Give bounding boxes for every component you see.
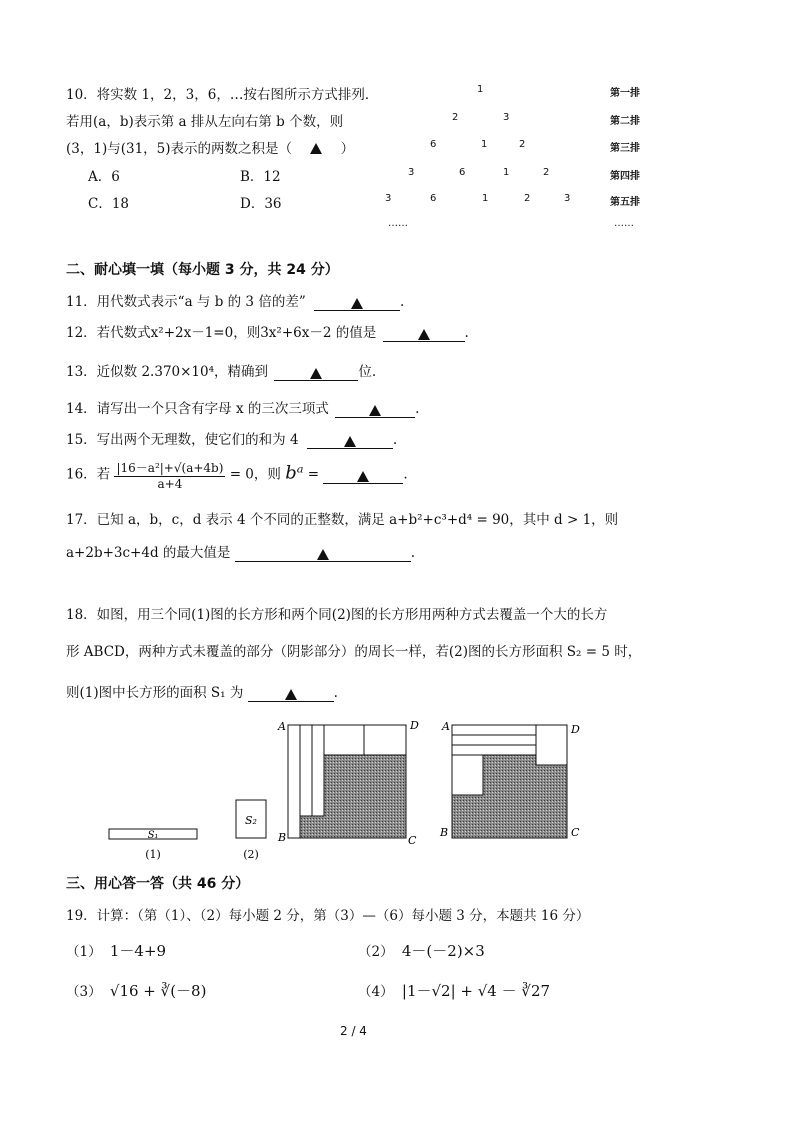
- triangle-r4-n3: 1: [503, 167, 510, 178]
- q10-close: ）: [340, 141, 355, 157]
- q19-item-1-expr: 1－4+9: [109, 942, 167, 960]
- q18-answer-blank[interactable]: [248, 687, 334, 702]
- abcd1-strip-3: [312, 725, 324, 816]
- q11-answer-blank[interactable]: [314, 296, 400, 311]
- answer-triangle-icon: [369, 405, 381, 416]
- triangle-r5-n5: 3: [564, 193, 571, 204]
- q16-prefix: 16．若: [66, 466, 111, 483]
- q10-line2: 若用(a，b)表示第 a 排从左向右第 b 个数，则: [66, 114, 344, 130]
- q17-text: a+2b+3c+4d 的最大值是: [66, 545, 231, 561]
- label-s2: S₂: [245, 814, 257, 827]
- q10-line1: 10．将实数 1，2，3，6，…按右图所示方式排列．: [66, 87, 379, 103]
- q12-answer-blank[interactable]: [383, 327, 465, 342]
- q10-stem: (3，1)与(31，5)表示的两数之积是（: [66, 141, 293, 157]
- q15-answer-blank[interactable]: [307, 434, 393, 449]
- row-label-3: 第三排: [610, 143, 640, 154]
- q12-text: 12．若代数式x²+2x－1=0，则3x²+6x－2 的值是: [66, 325, 377, 341]
- label-c1: C: [408, 834, 417, 847]
- triangle-r2-n1: 2: [452, 112, 459, 123]
- q16-expr: bᵃ: [285, 462, 304, 484]
- triangle-r5-n2: 6: [430, 193, 437, 204]
- row-label-1: 第一排: [610, 88, 640, 99]
- abcd2-strip-3: [452, 745, 536, 755]
- q16: [66, 459, 408, 491]
- q15-end: .: [392, 432, 398, 448]
- triangle-r3-n3: 2: [519, 139, 526, 150]
- answer-triangle-icon: [285, 689, 297, 700]
- q19-item-2-num: （2）: [358, 944, 394, 960]
- q16-answer-blank[interactable]: [323, 469, 403, 484]
- q10-option-a: A．6: [88, 169, 120, 185]
- label-s1: S₁: [147, 830, 159, 841]
- abcd2-s2-a: [536, 725, 567, 765]
- answer-triangle-icon: [357, 471, 369, 482]
- answer-triangle-icon: [310, 143, 322, 154]
- q10-option-b: B．12: [240, 169, 281, 185]
- q17-line2: [66, 541, 415, 562]
- triangle-r5-n3: 1: [482, 193, 489, 204]
- label-a2: A: [442, 720, 450, 733]
- row-label-5: 第五排: [610, 197, 640, 208]
- label-a1: A: [278, 720, 286, 733]
- abcd2-strip-2: [452, 735, 536, 745]
- q14-end: .: [415, 401, 420, 417]
- q19-item-3-expr: √16 + ∛(－8): [109, 982, 207, 1000]
- caption-2: (2): [243, 848, 259, 861]
- row-label-ellipsis: ……: [614, 218, 634, 229]
- q15-text: 15．写出两个无理数，使它们的和为 4: [66, 432, 299, 448]
- q19-title: 19．计算：（第（1）、（2）每小题 2 分，第（3）—（6）每小题 3 分，本题共 16 分）: [66, 908, 590, 924]
- q19-item-3: [66, 980, 206, 1001]
- q17-line1: 17．已知 a，b，c，d 表示 4 个不同的正整数，满足 a+b²+c³+d⁴ = 90，其中 d > 1，则: [66, 512, 619, 528]
- answer-triangle-icon: [418, 329, 430, 340]
- triangle-r5-n4: 2: [524, 193, 531, 204]
- page-number: 2 / 4: [340, 1024, 367, 1038]
- answer-triangle-icon: [344, 436, 356, 447]
- q18-text: 则(1)图中长方形的面积 S₁ 为: [66, 685, 244, 701]
- q10-option-c: C．18: [88, 196, 130, 212]
- q18-line1: 18．如图，用三个同(1)图的长方形和两个同(2)图的长方形用两种方式去覆盖一个大的长方: [66, 607, 608, 623]
- label-b1: B: [278, 831, 287, 844]
- q17-end: .: [410, 545, 415, 561]
- q14-text: 14．请写出一个只含有字母 x 的三次三项式: [66, 401, 329, 417]
- q13-answer-blank[interactable]: [274, 366, 358, 381]
- q12: [66, 321, 469, 342]
- q12-end: .: [464, 325, 469, 341]
- triangle-r2-n2: 3: [503, 112, 510, 123]
- q17-answer-blank[interactable]: [235, 547, 411, 562]
- q16-eq: =: [307, 466, 320, 483]
- abcd1-s2-b: [364, 725, 406, 755]
- q16-fraction: [114, 459, 225, 491]
- q16-end: .: [403, 466, 408, 483]
- q19-item-2-expr: 4－(－2)×3: [401, 942, 485, 960]
- triangle-r3-n1: 6: [430, 139, 437, 150]
- triangle-r4-n1: 3: [408, 167, 415, 178]
- row-label-2: 第二排: [610, 116, 640, 127]
- q15: [66, 428, 397, 449]
- q13-text: 13．近似数 2.370×10⁴，精确到: [66, 364, 269, 380]
- q14: [66, 397, 419, 418]
- triangle-ellipsis-left: ……: [388, 218, 408, 229]
- section3-title: 三、用心答一答（共 46 分）: [66, 876, 250, 892]
- q19-item-4-expr: |1－√2| + √4 － ∛27: [401, 982, 551, 1000]
- triangle-r3-n2: 1: [481, 139, 488, 150]
- q14-answer-blank[interactable]: [335, 403, 415, 418]
- q19-item-4: [358, 980, 550, 1001]
- triangle-r1-n1: 1: [477, 84, 484, 95]
- row-label-4: 第四排: [610, 171, 640, 182]
- triangle-r4-n4: 2: [543, 167, 550, 178]
- q16-mid: = 0，则: [229, 466, 281, 483]
- q18-figure: [100, 710, 600, 865]
- q16-denominator: a+4: [157, 477, 183, 491]
- triangle-r5-n1: 3: [385, 193, 392, 204]
- q16-numerator: |16－a²|+√(a+4b): [116, 461, 224, 475]
- q10-option-d: D．36: [240, 196, 282, 212]
- q19-item-1: [66, 940, 166, 961]
- answer-triangle-icon: [310, 368, 322, 379]
- abcd2-strip-1: [452, 725, 536, 735]
- abcd1-s2-a: [324, 725, 364, 755]
- q18-line3: [66, 681, 338, 702]
- q11-end: .: [400, 294, 405, 310]
- answer-triangle-icon: [317, 549, 329, 560]
- q19-item-2: [358, 940, 485, 961]
- label-d2: D: [571, 723, 580, 736]
- q19-item-4-num: （4）: [358, 984, 394, 1000]
- abcd1-strip-1: [288, 725, 300, 838]
- label-b2: B: [440, 826, 449, 839]
- q19-item-3-num: （3）: [66, 984, 102, 1000]
- q13-end: 位.: [358, 364, 377, 380]
- q13: [66, 360, 376, 381]
- triangle-r4-n2: 6: [459, 167, 466, 178]
- q10-line3: [66, 137, 354, 157]
- q11: [66, 290, 404, 311]
- label-c2: C: [571, 826, 580, 839]
- abcd2-s2-b: [452, 755, 483, 795]
- q18-end: .: [333, 685, 338, 701]
- abcd1-strip-2: [300, 725, 312, 816]
- label-d1: D: [410, 719, 419, 732]
- q19-item-1-num: （1）: [66, 944, 102, 960]
- q11-text: 11．用代数式表示“a 与 b 的 3 倍的差”: [66, 294, 306, 310]
- section2-title: 二、耐心填一填（每小题 3 分，共 24 分）: [66, 262, 339, 278]
- q18-line2: 形 ABCD，两种方式未覆盖的部分（阴影部分）的周长一样，若(2)图的长方形面积 S₂ = 5 时，: [66, 644, 642, 660]
- caption-1: (1): [145, 848, 161, 861]
- answer-triangle-icon: [351, 298, 363, 309]
